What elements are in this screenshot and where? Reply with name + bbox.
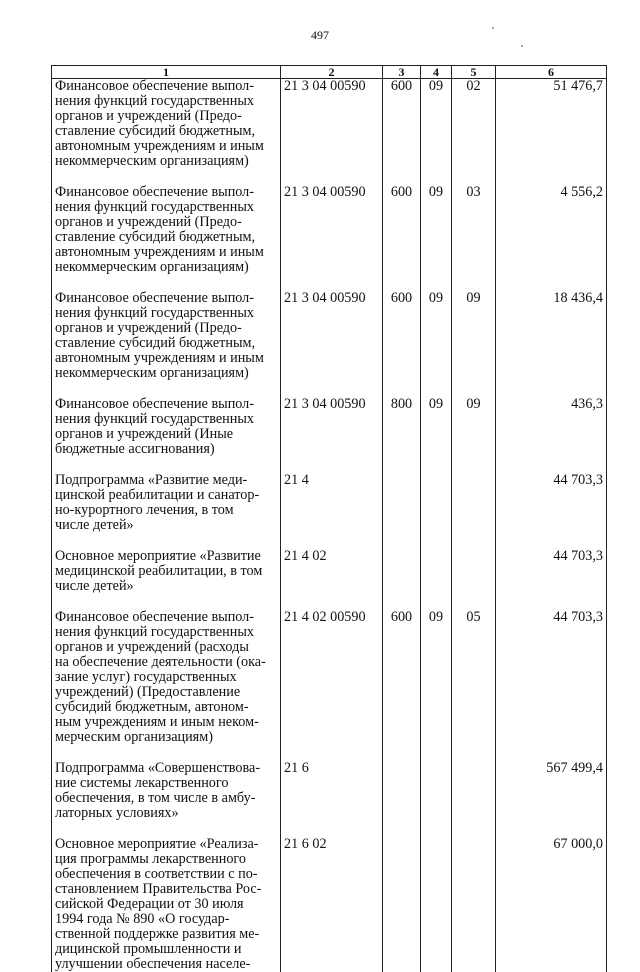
row-name-line: некоммерческим организациям) [55, 260, 277, 275]
row-name-line: Финансовое обеспечение выпол- [55, 610, 277, 625]
spacer-cell [496, 821, 607, 837]
row-code-cell: 21 3 04 00590 [281, 291, 383, 381]
row-code-cell: 21 3 04 00590 [281, 185, 383, 275]
spacer-cell [281, 169, 383, 185]
spacer-cell [496, 594, 607, 610]
row-code-cell: 21 3 04 00590 [281, 397, 383, 457]
spacer-cell [496, 745, 607, 761]
row-name-cell [52, 79, 281, 170]
row-subsection-cell: 02 [452, 79, 496, 170]
row-name-cell [52, 185, 281, 275]
row-code-cell: 21 6 [281, 761, 383, 821]
row-name-cell [52, 549, 281, 594]
spacer-cell [52, 169, 281, 185]
row-subsection-cell: 03 [452, 185, 496, 275]
row-code-cell: 21 6 02 [281, 837, 383, 972]
budget-table [51, 65, 607, 972]
row-code-cell: 21 4 02 00590 [281, 610, 383, 745]
row-amount-cell: 44 703,3 [496, 610, 607, 745]
row-name-line: органов и учреждений (Предо- [55, 109, 277, 124]
row-name-line: сийской Федерации от 30 июля [55, 897, 277, 912]
row-name-cell [52, 291, 281, 381]
row-name-line: ным учреждениям и иным неком- [55, 715, 277, 730]
row-section-cell [421, 549, 452, 594]
table-row [52, 291, 607, 381]
table-body [52, 79, 607, 972]
spacer-cell [452, 169, 496, 185]
spacer-cell [383, 457, 421, 473]
row-name-line: дицинской промышленности и [55, 942, 277, 957]
row-subsection-cell [452, 761, 496, 821]
column-header: 1 [52, 66, 281, 79]
row-name-line: становлением Правительства Рос- [55, 882, 277, 897]
row-spacer [52, 275, 607, 291]
spacer-cell [452, 381, 496, 397]
spacer-cell [281, 745, 383, 761]
spacer-cell [383, 169, 421, 185]
row-name-line: Подпрограмма «Развитие меди- [55, 473, 277, 488]
spacer-cell [383, 533, 421, 549]
row-amount-cell: 4 556,2 [496, 185, 607, 275]
row-name-line: мерческим организациям) [55, 730, 277, 745]
row-name-line: числе детей» [55, 518, 277, 533]
row-amount-cell: 44 703,3 [496, 473, 607, 533]
row-code-cell: 21 4 02 [281, 549, 383, 594]
column-header: 5 [452, 66, 496, 79]
spacer-cell [383, 381, 421, 397]
row-name-line: Подпрограмма «Совершенствова- [55, 761, 277, 776]
spacer-cell [383, 821, 421, 837]
spacer-cell [383, 594, 421, 610]
row-spacer [52, 533, 607, 549]
spacer-cell [496, 457, 607, 473]
column-header: 2 [281, 66, 383, 79]
row-name-line: медицинской реабилитации, в том [55, 564, 277, 579]
spacer-cell [421, 594, 452, 610]
spacer-cell [452, 457, 496, 473]
row-name-line: зание услуг) государственных [55, 670, 277, 685]
table-row [52, 79, 607, 170]
row-amount-cell: 51 476,7 [496, 79, 607, 170]
spacer-cell [421, 533, 452, 549]
spacer-cell [421, 275, 452, 291]
row-expense-type-cell: 600 [383, 610, 421, 745]
row-name-line: некоммерческим организациям) [55, 154, 277, 169]
row-name-line: некоммерческим организациям) [55, 366, 277, 381]
row-name-line: латорных условиях» [55, 806, 277, 821]
row-name-line: Финансовое обеспечение выпол- [55, 397, 277, 412]
row-section-cell: 09 [421, 79, 452, 170]
row-expense-type-cell: 600 [383, 79, 421, 170]
row-name-cell [52, 761, 281, 821]
table-row [52, 397, 607, 457]
row-name-line: органов и учреждений (Предо- [55, 321, 277, 336]
row-name-line: но-курортного лечения, в том [55, 503, 277, 518]
spacer-cell [383, 275, 421, 291]
spacer-cell [496, 169, 607, 185]
row-name-line: учреждений) (Предоставление [55, 685, 277, 700]
row-code-cell: 21 3 04 00590 [281, 79, 383, 170]
spacer-cell [52, 594, 281, 610]
row-spacer [52, 594, 607, 610]
spacer-cell [452, 275, 496, 291]
spacer-cell [52, 821, 281, 837]
row-name-line: обеспечения в соответствии с по- [55, 867, 277, 882]
column-header: 3 [383, 66, 421, 79]
spacer-cell [52, 457, 281, 473]
row-name-line: ственной поддержке развития ме- [55, 927, 277, 942]
row-amount-cell: 567 499,4 [496, 761, 607, 821]
row-amount-cell: 67 000,0 [496, 837, 607, 972]
row-name-cell [52, 473, 281, 533]
row-name-line: на обеспечение деятельности (ока- [55, 655, 277, 670]
spacer-cell [383, 745, 421, 761]
row-spacer [52, 381, 607, 397]
row-name-cell [52, 397, 281, 457]
row-expense-type-cell: 600 [383, 185, 421, 275]
spacer-cell [52, 381, 281, 397]
spacer-cell [281, 594, 383, 610]
column-header: 6 [496, 66, 607, 79]
row-name-line: Основное мероприятие «Реализа- [55, 837, 277, 852]
row-name-line: бюджетные ассигнования) [55, 442, 277, 457]
row-subsection-cell [452, 473, 496, 533]
row-section-cell: 09 [421, 185, 452, 275]
spacer-cell [496, 381, 607, 397]
row-subsection-cell: 09 [452, 291, 496, 381]
row-name-line: обеспечения, в том числе в амбу- [55, 791, 277, 806]
spacer-cell [452, 594, 496, 610]
table-row [52, 185, 607, 275]
row-section-cell [421, 761, 452, 821]
row-name-line: субсидий бюджетным, автоном- [55, 700, 277, 715]
spacer-cell [452, 745, 496, 761]
row-name-line: нения функций государственных [55, 200, 277, 215]
table-row [52, 761, 607, 821]
page-number: 497 [0, 28, 640, 43]
table-row [52, 549, 607, 594]
scan-speck [492, 27, 494, 29]
spacer-cell [421, 745, 452, 761]
table-header-row [52, 66, 607, 79]
table-row [52, 610, 607, 745]
row-section-cell: 09 [421, 397, 452, 457]
row-section-cell: 09 [421, 291, 452, 381]
row-subsection-cell [452, 549, 496, 594]
row-name-line: Финансовое обеспечение выпол- [55, 185, 277, 200]
row-expense-type-cell: 800 [383, 397, 421, 457]
column-header: 4 [421, 66, 452, 79]
row-name-line: Основное мероприятие «Развитие [55, 549, 277, 564]
spacer-cell [452, 533, 496, 549]
row-code-cell: 21 4 [281, 473, 383, 533]
row-expense-type-cell [383, 473, 421, 533]
row-expense-type-cell [383, 549, 421, 594]
spacer-cell [421, 821, 452, 837]
spacer-cell [281, 457, 383, 473]
row-name-line: 1994 года № 890 «О государ- [55, 912, 277, 927]
row-section-cell [421, 473, 452, 533]
row-name-line: органов и учреждений (Предо- [55, 215, 277, 230]
row-name-line: нения функций государственных [55, 412, 277, 427]
spacer-cell [421, 169, 452, 185]
row-name-line: Финансовое обеспечение выпол- [55, 291, 277, 306]
spacer-cell [496, 533, 607, 549]
row-name-line: ставление субсидий бюджетным, [55, 124, 277, 139]
row-name-line: автономным учреждениям и иным [55, 245, 277, 260]
spacer-cell [52, 533, 281, 549]
row-name-line: цинской реабилитации и санатор- [55, 488, 277, 503]
row-name-line: ция программы лекарственного [55, 852, 277, 867]
row-name-line: числе детей» [55, 579, 277, 594]
row-name-line: нения функций государственных [55, 306, 277, 321]
row-amount-cell: 44 703,3 [496, 549, 607, 594]
row-amount-cell: 18 436,4 [496, 291, 607, 381]
spacer-cell [281, 533, 383, 549]
spacer-cell [52, 275, 281, 291]
spacer-cell [281, 381, 383, 397]
row-name-cell [52, 610, 281, 745]
row-spacer [52, 745, 607, 761]
scan-speck [521, 45, 523, 47]
row-amount-cell: 436,3 [496, 397, 607, 457]
row-name-line: автономным учреждениям и иным [55, 351, 277, 366]
spacer-cell [452, 821, 496, 837]
row-name-line: автономным учреждениям и иным [55, 139, 277, 154]
row-name-line: ние системы лекарственного [55, 776, 277, 791]
row-expense-type-cell [383, 761, 421, 821]
row-spacer [52, 457, 607, 473]
row-section-cell: 09 [421, 610, 452, 745]
row-name-line: ставление субсидий бюджетным, [55, 230, 277, 245]
row-spacer [52, 821, 607, 837]
row-name-line: улучшении обеспечения населе- [55, 957, 277, 972]
row-name-line: ставление субсидий бюджетным, [55, 336, 277, 351]
row-name-line: нения функций государственных [55, 94, 277, 109]
spacer-cell [281, 821, 383, 837]
row-name-line: органов и учреждений (расходы [55, 640, 277, 655]
spacer-cell [421, 381, 452, 397]
spacer-cell [496, 275, 607, 291]
row-name-line: органов и учреждений (Иные [55, 427, 277, 442]
spacer-cell [52, 745, 281, 761]
row-subsection-cell: 09 [452, 397, 496, 457]
row-subsection-cell: 05 [452, 610, 496, 745]
table-row [52, 473, 607, 533]
spacer-cell [281, 275, 383, 291]
spacer-cell [421, 457, 452, 473]
row-name-line: нения функций государственных [55, 625, 277, 640]
row-name-line: Финансовое обеспечение выпол- [55, 79, 277, 94]
row-spacer [52, 169, 607, 185]
row-expense-type-cell: 600 [383, 291, 421, 381]
